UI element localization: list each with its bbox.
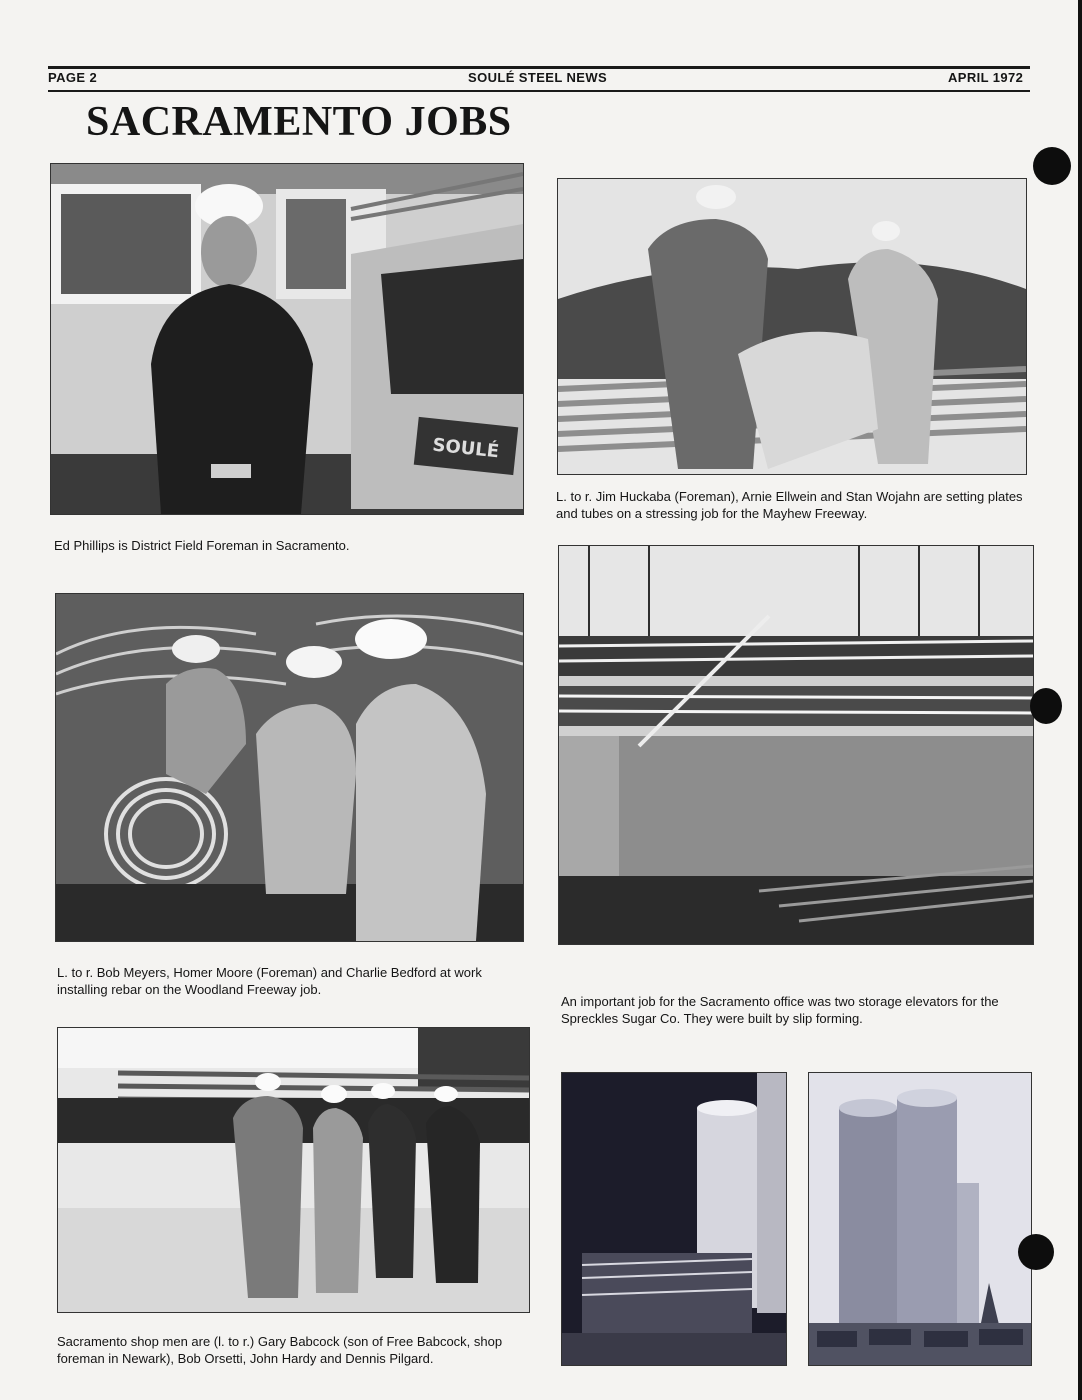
binder-hole-bottom — [1018, 1234, 1054, 1270]
photo-woodland-freeway — [55, 593, 524, 942]
caption-woodland-freeway: L. to r. Bob Meyers, Homer Moore (Foreman) and Charlie Bedford at work installing rebar on the Woodland Freeway job. — [57, 965, 482, 997]
caption-mayhew-freeway: L. to r. Jim Huckaba (Foreman), Arnie Ellwein and Stan Wojahn are setting plates and tubes on a stressing job for the Mayhew Freeway. — [556, 489, 1023, 521]
truck-logo: SOULÉ — [431, 434, 500, 463]
header-rule-bottom — [48, 90, 1030, 92]
photo-storage-elevator-construction — [558, 545, 1034, 945]
caption-shop-men: Sacramento shop men are (l. to r.) Gary Babcock (son of Free Babcock, shop foreman in Newark), Bob Orsetti, John Hardy and Dennis Pilgard. — [57, 1334, 503, 1366]
photo-silos-slipforming — [561, 1072, 787, 1366]
binder-hole-middle — [1030, 688, 1062, 724]
page-number: PAGE 2 — [48, 70, 98, 85]
publication-name: SOULÉ STEEL NEWS — [468, 70, 608, 85]
header-rule-top — [48, 66, 1030, 69]
photo-ed-phillips — [50, 163, 524, 515]
page-edge — [1078, 0, 1082, 1400]
photo-mayhew-freeway — [557, 178, 1027, 475]
photo-silos-completed — [808, 1072, 1032, 1366]
photo-shop-men — [57, 1027, 530, 1313]
page-title: SACRAMENTO JOBS — [86, 99, 512, 145]
issue-date: APRIL 1972 — [948, 70, 1024, 85]
caption-ed-phillips: Ed Phillips is District Field Foreman in Sacramento. — [54, 538, 350, 553]
caption-spreckles: An important job for the Sacramento office was two storage elevators for the Spreckles Sugar Co. They were built by slip forming. — [561, 994, 999, 1026]
binder-hole-top — [1033, 147, 1071, 185]
